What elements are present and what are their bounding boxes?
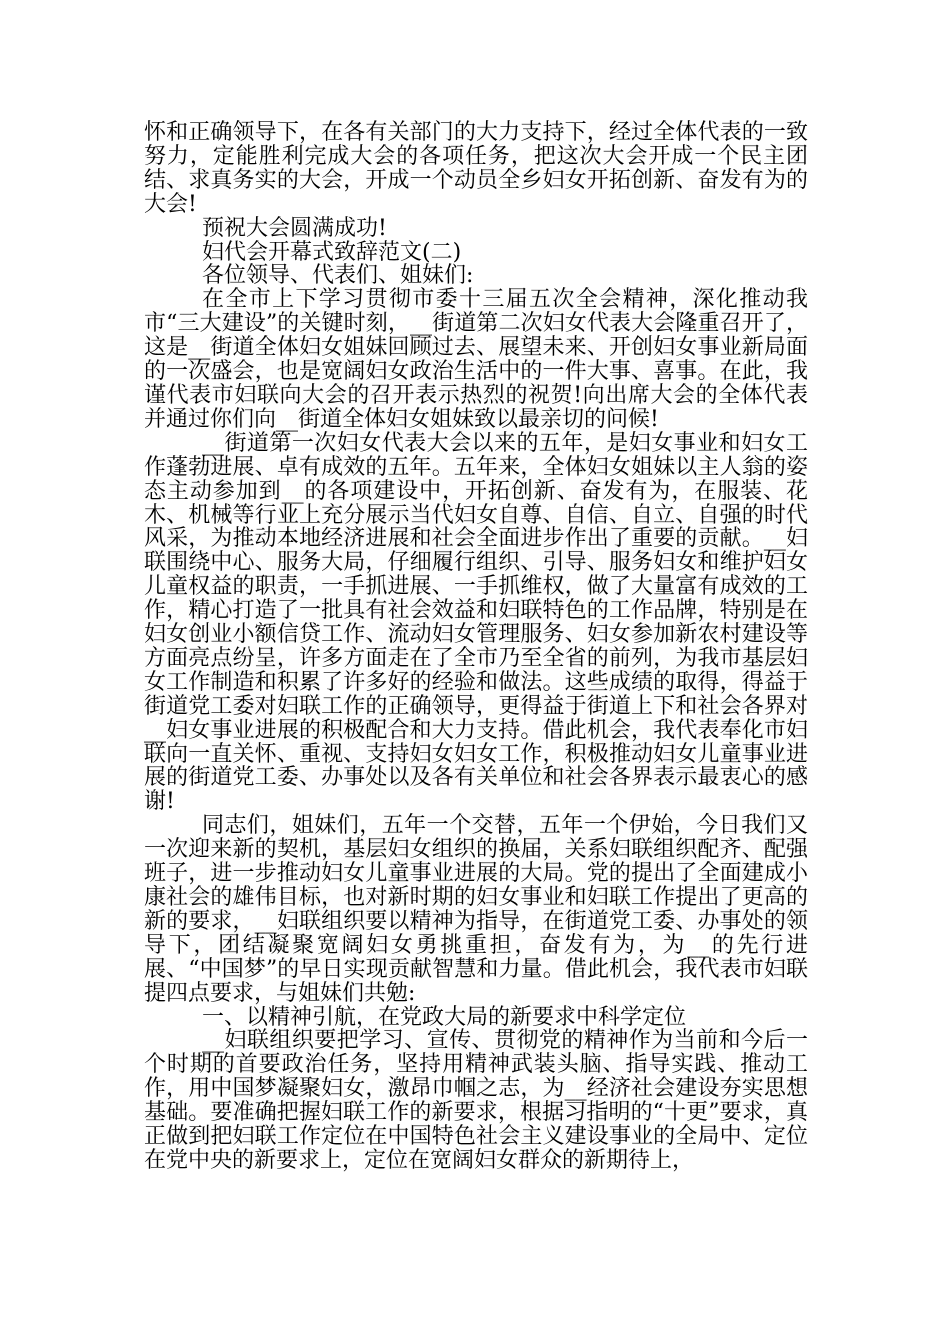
paragraph-continuation: 怀和正确领导下，在各有关部门的大力支持下，经过全体代表的一致努力，定能胜利完成大会的各项任务，把这次大会开成一个民主团结、求真务实的大会，开成一个动员全乡妇女开拓创新、奋发有为的大会! [144, 120, 808, 217]
paragraph-wish: 预祝大会圆满成功! [202, 215, 387, 241]
paragraph-guidance: __妇联组织要把学习、宣传、贯彻党的精神作为当前和今后一个时期的首要政治任务，坚持用精神武装头脑、指导实践、推动工作，用中国梦凝聚妇女，激昂巾帼之志，为__经济社会建设夯实思想基础。要准确把握妇联工作的新要求，根据习指明的“十更”要求，真正做到把妇联工作定位在中国特色社会主义建设事业的全局中、定位在党中央的新要求上，定位在宽阔妇女群众的新期待上， [144, 1028, 808, 1173]
document-body [144, 121, 808, 1173]
paragraph-requirements: 同志们，姐妹们，五年一个交替，五年一个伊始，今日我们又一次迎来新的契机，基层妇女组织的换届，关系妇联组织配齐、配强班子，进一步推动妇女儿童事业进展的大局。党的提出了全面建成小康社会的雄伟目标，也对新时期的妇女事业和妇联工作提出了更高的新的要求，__妇联组织要以精神为指导，在街道党工委、办事处的领导下，团结凝聚宽阔妇女勇挑重担，奋发有为，为__的先行进展、“中国梦”的早日实现贡献智慧和力量。借此机会，我代表市妇联提四点要求，与姐妹们共勉: [144, 813, 808, 1006]
subheading-one: 一、以精神引航，在党政大局的新要求中科学定位 [202, 1004, 687, 1030]
paragraph-review: __街道第一次妇女代表大会以来的五年，是妇女事业和妇女工作蓬勃进展、卓有成效的五年。五年来，全体妇女姐妹以主人翁的姿态主动参加到__的各项建设中，开拓创新、奋发有为，在服装、花木、机械等行业上充分展示当代妇女自尊、自信、自立、自强的时代风采，为推动本地经济进展和社会全面进步作出了重要的贡献。__妇联围绕中心、服务大局，仔细履行组织、引导、服务妇女和维护妇女儿童权益的职责，一手抓进展、一手抓维权，做了大量富有成效的工作，精心打造了一批具有社会效益和妇联特色的工作品牌，特别是在妇女创业小额信贷工作、流动妇女管理服务、妇女参加新农村建设等方面亮点纷呈，许多方面走在了全市乃至全省的前列，为我市基层妇女工作制造和积累了许多好的经验和做法。这些成绩的取得，得益于街道党工委对妇联工作的正确领导，更得益于街道上下和社会各界对__妇女事业进展的积极配合和大力支持。借此机会，我代表奉化市妇联向一直关怀、重视、支持妇女妇女工作，积极推动妇女儿童事业进展的街道党工委、办事处以及各有关单位和社会各界表示最衷心的感谢! [144, 430, 808, 815]
paragraph-opening: 在全市上下学习贯彻市委十三届五次全会精神，深化推动我市“三大建设”的关键时刻，__街道第二次妇女代表大会隆重召开了，这是__街道全体妇女姐妹回顾过去、展望未来、开创妇女事业新局面的一次盛会，也是宽阔妇女政治生活中的一件大事、喜事。在此，我谨代表市妇联向大会的召开表示热烈的祝贺!向出席大会的全体代表并通过你们向__街道全体妇女姐妹致以最亲切的问候! [144, 287, 808, 432]
section-title: 妇代会开幕式致辞范文(二) [202, 239, 462, 265]
salutation: 各位领导、代表们、姐妹们: [202, 263, 474, 289]
